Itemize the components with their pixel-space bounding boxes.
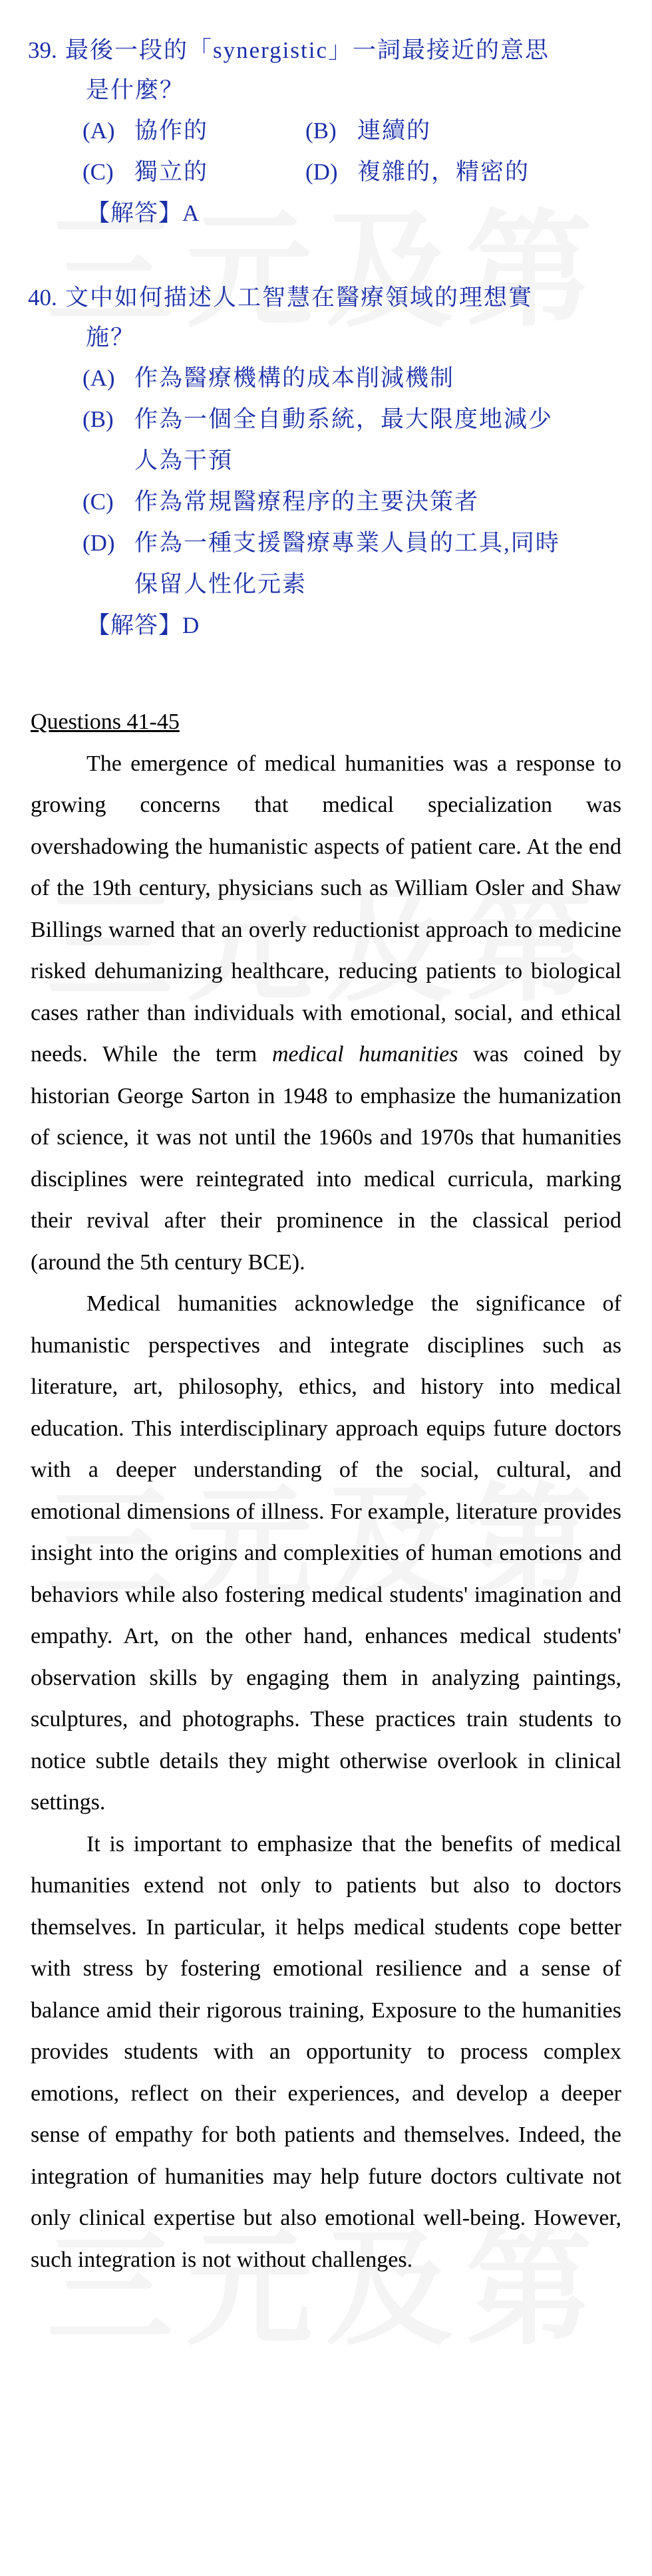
paragraph-2: Medical humanities acknowledge the significance of humanistic perspectives and integrate disciplines such as literature, art, philosophy, ethics, and history into medical education. This interdisciplinary approach equips future doctors with a deeper understanding of the social, cultural, and emotional dimensions of illness. For example, literature provides insight into the origins and complexities of human emotions and behaviors while also fostering medical students' imagination and empathy. Art, on the other hand, enhances medical students' observation skills by engaging them in analyzing paintings, sculptures, and photographs. These practices train students to notice subtle details they might otherwise overlook in clinical settings. <box>31 1291 621 1815</box>
option-d: (D) 作為一種支援醫療專業人員的工具,同時 保留人性化元素 <box>82 530 560 597</box>
passage-title: Questions 41-45 <box>31 709 180 734</box>
option-c: (C) 獨立的 <box>82 159 209 185</box>
question-39 <box>28 31 627 234</box>
option-d: (D) 複雜的，精密的 <box>305 159 530 185</box>
options <box>28 110 627 193</box>
answer: 【解答】A <box>86 200 200 226</box>
reading-passage <box>31 702 621 2281</box>
question-stem: 40. 文中如何描述人工智慧在醫療領域的理想實 <box>28 278 627 318</box>
question-stem-cont: 施？ <box>86 324 136 350</box>
option-c: (C) 作為常規醫療程序的主要決策者 <box>82 489 480 515</box>
paragraph-1: The emergence of medical humanities was a response to growing concerns that medical specialization was overshadowing the humanistic aspects of patient care. At the end of the 19th century, physicians such as William Osler and Shaw Billings warned that an overly reductionist approach to medicine risked dehumanizing healthcare, reducing patients to biological cases rather than individuals with emotional, social, and ethical needs. While the term medical humanities was coined by historian George Sarton in 1948 to emphasize the humanization of science, it was not until the 1960s and 1970s that humanities disciplines were reintegrated into medical curricula, marking their revival after their prominence in the classical period (around the 5th century BCE). <box>31 751 622 1275</box>
question-stem-cont: 是什麼？ <box>86 77 185 103</box>
question-number: 39. <box>28 37 57 63</box>
option-a: (A) 作為醫療機構的成本削減機制 <box>82 365 455 391</box>
paragraph-3: It is important to emphasize that the benefits of medical humanities extend not only to patients but also to doctors themselves. In particular, it helps medical students cope better with stress by fostering emotional resilience and a sense of balance amid their rigorous training, Exposure to the humanities provides students with an opportunity to process complex emotions, reflect on their experiences, and develop a deeper sense of empathy for both patients and themselves. Indeed, the integration of humanities may help future doctors cultivate not only clinical expertise but also emotional well-being. However, such integration is not without challenges. <box>31 1831 621 2272</box>
question-40 <box>28 278 627 646</box>
question-stem: 39. 最後一段的「synergistic」一詞最接近的意思 <box>28 31 627 70</box>
question-number: 40. <box>28 285 57 311</box>
option-a: (A) 協作的 <box>82 118 209 144</box>
answer: 【解答】D <box>86 612 200 638</box>
option-b: (B) 作為一個全自動系統，最大限度地減少 人為干預 <box>82 406 554 473</box>
option-b: (B) 連續的 <box>305 118 432 144</box>
